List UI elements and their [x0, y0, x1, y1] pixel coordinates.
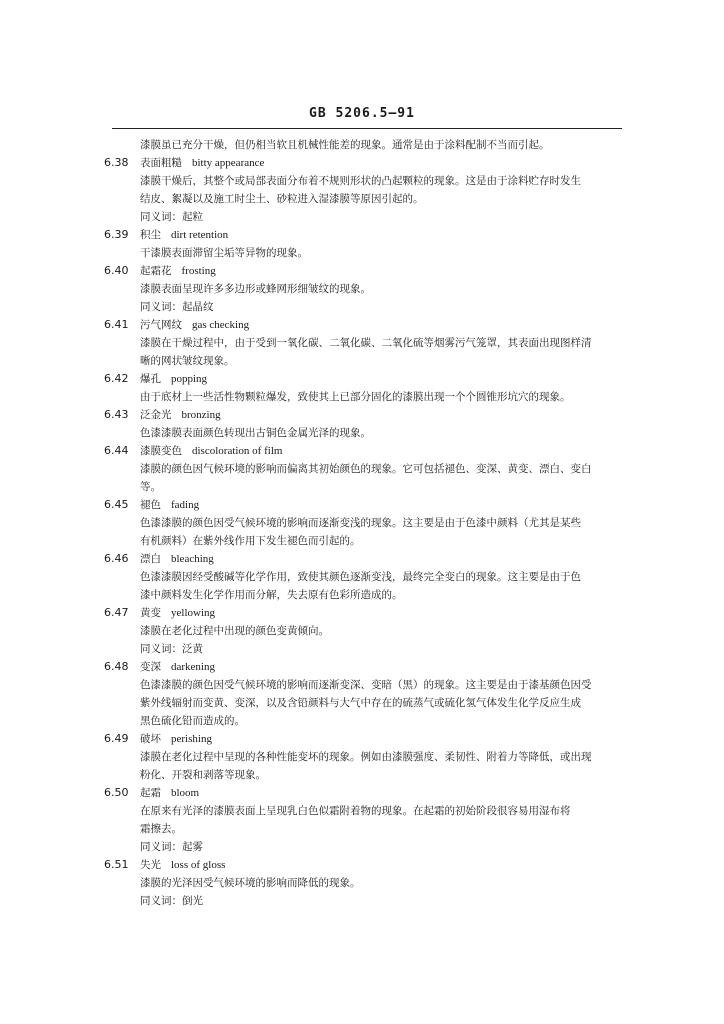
term-description-line: 漆膜在老化过程中出现的颜色变黄倾向。 — [140, 625, 329, 637]
term-entry — [104, 730, 634, 784]
term-description-line: 同义词：起粒 — [140, 211, 203, 223]
document-body — [104, 136, 634, 910]
term-english: bitty appearance — [192, 157, 265, 169]
term-description-line: 有机颜料）在紫外线作用下发生褪色而引起的。 — [140, 535, 361, 547]
term-entry — [104, 154, 634, 226]
term-description-line: 同义词：起雾 — [140, 841, 203, 853]
term-description-line: 色漆漆膜表面颜色转现出古铜色金属光泽的现象。 — [140, 427, 371, 439]
term-number: 6.40 — [104, 264, 129, 277]
term-number: 6.51 — [104, 858, 129, 871]
term-chinese: 褪色 — [140, 499, 161, 511]
term-chinese: 起霜花 — [140, 265, 172, 277]
term-entry — [104, 604, 634, 658]
term-heading — [104, 496, 634, 514]
term-description-line: 同义词：倒光 — [140, 895, 203, 907]
term-number: 6.42 — [104, 372, 129, 385]
term-chinese: 积尘 — [140, 229, 161, 241]
term-heading — [104, 442, 634, 460]
term-description-line: 等。 — [140, 481, 161, 493]
term-entry — [104, 226, 634, 262]
term-chinese: 泛金光 — [140, 409, 172, 421]
term-chinese: 失光 — [140, 859, 161, 871]
term-description-line: 漆膜表面呈现许多多边形或蜂网形细皱纹的现象。 — [140, 283, 371, 295]
term-entry — [104, 370, 634, 406]
entry-list — [104, 154, 634, 910]
term-number: 6.38 — [104, 156, 129, 169]
term-description-line: 色漆漆膜的颜色因受气候环境的影响而逐渐变浅的现象。这主要是由于色漆中颜料（尤其是某些 — [140, 517, 581, 529]
term-description-line: 漆膜在干燥过程中，由于受到一氧化碳、二氧化碳、二氧化硫等烟雾污气笼罩，其表面出现图样清 — [140, 337, 592, 349]
term-description-line: 漆膜的光泽因受气候环境的影响而降低的现象。 — [140, 877, 361, 889]
term-chinese: 变深 — [140, 661, 161, 673]
term-entry — [104, 550, 634, 604]
term-description-line: 紫外线辐射而变黄、变深，以及含铅颜料与大气中存在的硫蒸气或硫化氢气体发生化学反应生成 — [140, 697, 581, 709]
term-description-line: 干漆膜表面滞留尘垢等异物的现象。 — [140, 247, 308, 259]
term-chinese: 污气网纹 — [140, 319, 182, 331]
term-english: gas checking — [192, 319, 250, 331]
term-number: 6.45 — [104, 498, 129, 511]
term-heading — [104, 406, 634, 424]
term-english: frosting — [181, 265, 216, 277]
term-description-line: 结皮、絮凝以及施工时尘土、砂粒进入湿漆膜等原因引起的。 — [140, 193, 424, 205]
term-chinese: 破坏 — [140, 733, 161, 745]
term-heading — [104, 604, 634, 622]
term-english: bronzing — [181, 409, 221, 421]
term-number: 6.41 — [104, 318, 129, 331]
term-heading — [104, 262, 634, 280]
term-description-line: 粉化、开裂和剥落等现象。 — [140, 769, 266, 781]
term-english: fading — [171, 499, 200, 511]
term-english: perishing — [171, 733, 212, 745]
term-entry — [104, 784, 634, 856]
term-heading — [104, 550, 634, 568]
term-english: loss of gloss — [171, 859, 226, 871]
term-number: 6.44 — [104, 444, 129, 457]
term-entry — [104, 316, 634, 370]
term-number: 6.50 — [104, 786, 129, 799]
term-english: yellowing — [171, 607, 215, 619]
term-entry — [104, 442, 634, 496]
term-heading — [104, 730, 634, 748]
term-number: 6.46 — [104, 552, 129, 565]
term-chinese: 起霜 — [140, 787, 161, 799]
term-chinese: 爆孔 — [140, 373, 161, 385]
term-number: 6.47 — [104, 606, 129, 619]
term-entry — [104, 658, 634, 730]
term-description-line: 晰的网状皱纹现象。 — [140, 355, 235, 367]
term-number: 6.43 — [104, 408, 129, 421]
term-entry — [104, 406, 634, 442]
term-description-line: 由于底材上一些活性物颗粒爆发，致使其上已部分固化的漆膜出现一个个圆锥形坑穴的现象。 — [140, 391, 571, 403]
term-english: discoloration of film — [192, 445, 283, 457]
term-heading — [104, 658, 634, 676]
page-header: GB 5206.5—91 — [309, 106, 415, 121]
term-entry — [104, 262, 634, 316]
term-english: dirt retention — [171, 229, 229, 241]
term-description-line: 同义词：泛黄 — [140, 643, 203, 655]
header-rule — [112, 128, 622, 129]
term-heading — [104, 226, 634, 244]
term-description-line: 色漆漆膜的颜色因受气候环境的影响而逐渐变深、变暗（黑）的现象。这主要是由于漆基颜色因受 — [140, 679, 592, 691]
term-description-line: 同义词：起晶纹 — [140, 301, 214, 313]
term-heading — [104, 856, 634, 874]
term-heading — [104, 316, 634, 334]
term-number: 6.49 — [104, 732, 129, 745]
term-chinese: 黄变 — [140, 607, 161, 619]
term-description-line: 黑色硫化铅而造成的。 — [140, 715, 245, 727]
term-heading — [104, 154, 634, 172]
term-chinese: 表面粗糙 — [140, 157, 182, 169]
term-entry — [104, 496, 634, 550]
term-chinese: 漆膜变色 — [140, 445, 182, 457]
term-description-line: 漆膜在老化过程中呈现的各种性能变坏的现象。例如由漆膜强度、柔韧性、附着力等降低，或出现 — [140, 751, 592, 763]
continuation-text: 漆膜虽已充分干燥，但仍相当软且机械性能差的现象。通常是由于涂料配制不当而引起。 — [140, 139, 550, 151]
term-description-line: 漆中颜料发生化学作用而分解，失去原有色彩所造成的。 — [140, 589, 403, 601]
term-heading — [104, 370, 634, 388]
term-heading — [104, 784, 634, 802]
term-description-line: 漆膜干燥后，其整个或局部表面分布着不规则形状的凸起颗粒的现象。这是由于涂料贮存时发生 — [140, 175, 581, 187]
term-chinese: 漂白 — [140, 553, 161, 565]
term-entry — [104, 856, 634, 910]
term-description-line: 色漆漆膜因经受酸碱等化学作用，致使其颜色逐渐变浅，最终完全变白的现象。这主要是由于色 — [140, 571, 581, 583]
term-description-line: 在原来有光泽的漆膜表面上呈现乳白色似霜附着物的现象。在起霜的初始阶段很容易用湿布将 — [140, 805, 571, 817]
term-description-line: 漆膜的颜色因气候环境的影响而偏离其初始颜色的现象。它可包括褪色、变深、黄变、漂白、变白 — [140, 463, 592, 475]
term-english: bloom — [171, 787, 200, 799]
term-description-line: 霜擦去。 — [140, 823, 182, 835]
term-number: 6.48 — [104, 660, 129, 673]
term-number: 6.39 — [104, 228, 129, 241]
term-english: bleaching — [171, 553, 214, 565]
term-english: darkening — [171, 661, 215, 673]
term-english: popping — [171, 373, 208, 385]
